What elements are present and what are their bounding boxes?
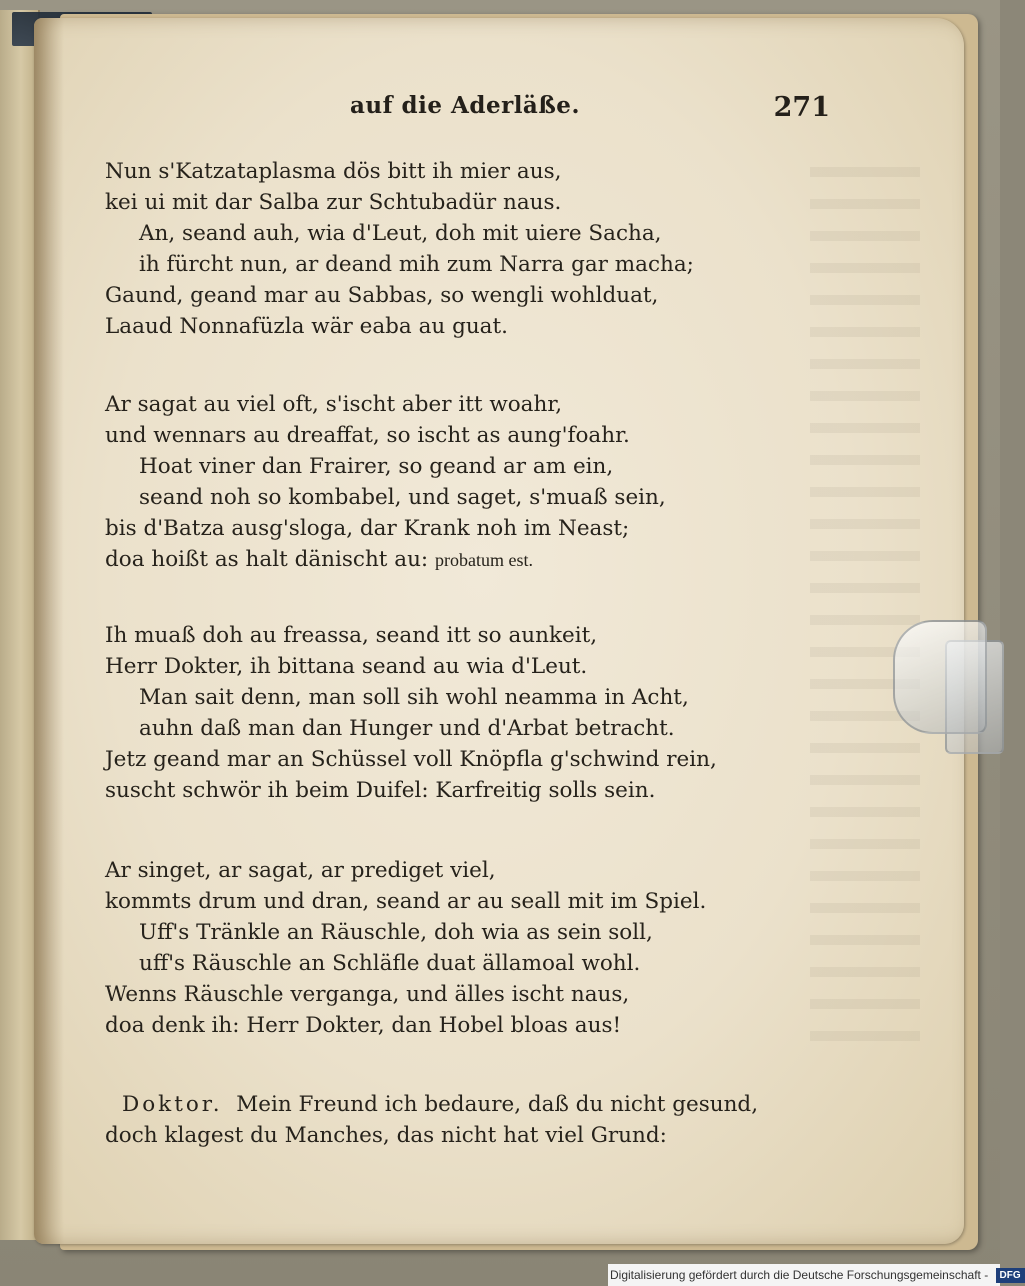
page-number: 271 [773, 92, 830, 123]
verse-line: Nun s'Katzataplasma dös bitt ih mier aus, [105, 159, 562, 184]
verse-line: Jetz geand mar an Schüssel voll Knöpfla g'schwind rein, [105, 747, 717, 772]
verse-line: Gaund, geand mar au Sabbas, so wengli wohlduat, [105, 283, 659, 308]
verse-line: kei ui mit dar Salba zur Schtubadür naus. [105, 190, 562, 215]
verse-line: Ar sagat au viel oft, s'ischt aber itt woahr, [105, 392, 563, 417]
verse-line: Laaud Nonnafüzla wär eaba au guat. [105, 314, 508, 339]
verse-text: doa hoißt as halt dänischt au: [105, 547, 436, 572]
verse-line: bis d'Batza ausg'sloga, dar Krank noh im Neast; [105, 516, 630, 541]
verse-line: Wenns Räuschle verganga, und älles ischt naus, [105, 982, 630, 1007]
running-title: auf die Aderläße. [350, 92, 580, 119]
verse-line: kommts drum und dran, seand ar au seall mit im Spiel. [105, 889, 707, 914]
verse-line: Uff's Tränkle an Räuschle, doh wia as sein soll, [139, 920, 653, 945]
verse-line: und wennars au dreaffat, so ischt as aung'foahr. [105, 423, 630, 448]
speaker-label: Doktor. [122, 1092, 223, 1117]
verse-line: auhn daß man dan Hunger und d'Arbat betracht. [139, 716, 675, 741]
dfg-logo: DFG [996, 1268, 1025, 1283]
latin-phrase: probatum est. [435, 550, 533, 570]
stanza-3 [105, 620, 825, 806]
verse-line: suscht schwör ih beim Duifel: Karfreitig solls sein. [105, 778, 656, 803]
gutter-shadow [34, 18, 64, 1244]
dialogue-line [122, 1089, 842, 1120]
digitization-footer [608, 1264, 1021, 1286]
dialogue-text: Mein Freund ich bedaure, daß du nicht gesund, [236, 1092, 759, 1117]
verse-line: doa denk ih: Herr Dokter, dan Hobel bloas aus! [105, 1013, 622, 1038]
bleed-through [810, 155, 920, 1055]
verse-line: ih fürcht nun, ar deand mih zum Narra gar macha; [139, 252, 694, 277]
verse-line: Hoat viner dan Frairer, so geand ar am ein, [139, 454, 614, 479]
dialogue-line: doch klagest du Manches, das nicht hat viel Grund: [105, 1123, 667, 1148]
verse-line: Ih muaß doh au freassa, seand itt so aunkeit, [105, 623, 598, 648]
stanza-4 [105, 855, 825, 1041]
verse-line: Man sait denn, man soll sih wohl neamma in Acht, [139, 685, 689, 710]
page-clip [893, 620, 987, 734]
verse-line: seand noh so kombabel, und saget, s'muaß sein, [139, 485, 666, 510]
dialogue-block [105, 1089, 842, 1151]
stanza-2 [105, 389, 825, 575]
verse-line-with-latin [105, 544, 825, 575]
verse-line: uff's Räuschle an Schläfle duat ällamoal wohl. [139, 951, 641, 976]
verse-line: An, seand auh, wia d'Leut, doh mit uiere Sacha, [139, 221, 662, 246]
verse-line: Ar singet, ar sagat, ar prediget viel, [105, 858, 496, 883]
footer-text: Digitalisierung gefördert durch die Deutsche Forschungsgemeinschaft - [610, 1268, 989, 1282]
verse-line: Herr Dokter, ih bittana seand au wia d'Leut. [105, 654, 588, 679]
stanza-1 [105, 156, 825, 342]
